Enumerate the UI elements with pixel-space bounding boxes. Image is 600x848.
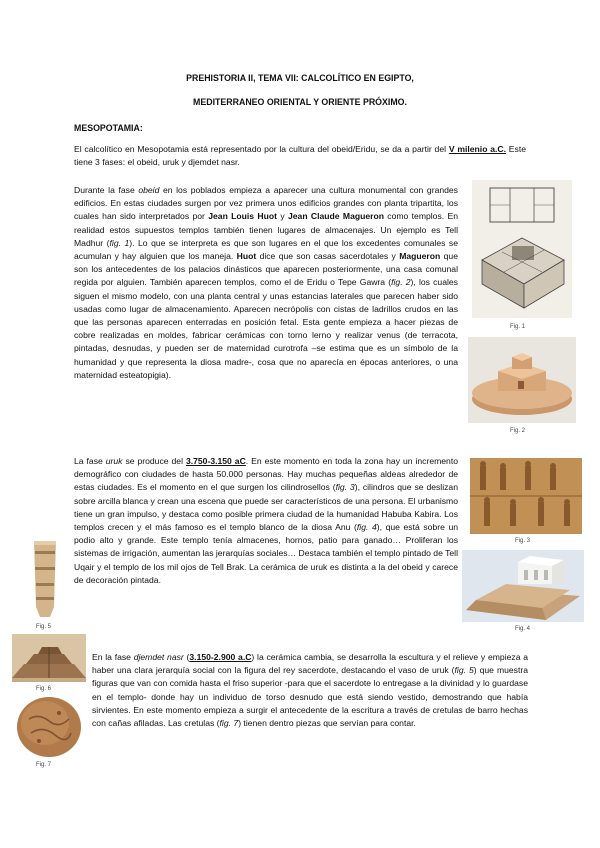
djemdet-date: 3.150-2.900 a.C (189, 652, 252, 662)
author-magueron: Jean Claude Magueron (287, 211, 384, 222)
paragraph-djemdet-nasr (92, 651, 528, 730)
name-magueron: Magueron (399, 251, 441, 262)
caption-fig-5: Fig. 5 (36, 624, 52, 630)
name-huot: Huot (236, 251, 257, 262)
uruk-text: La fase (74, 456, 106, 466)
figure-3-drawing (470, 458, 582, 534)
fig-ref-5: fig. 5 (454, 665, 474, 676)
obeid-text: dice que son casas sacerdotales y (256, 251, 400, 262)
uruk-term: uruk (105, 456, 123, 466)
fig-ref-1: fig. 1 (109, 237, 130, 248)
figure-6-drawing (12, 634, 86, 682)
figure-4-drawing (462, 550, 584, 622)
intro-paragraph (74, 143, 526, 169)
caption-fig-1: Fig. 1 (510, 324, 526, 330)
uruk-text: se produce del (122, 456, 186, 466)
caption-fig-2: Fig. 2 (510, 428, 526, 434)
paragraph-uruk (74, 455, 458, 585)
figure-4-white-temple (462, 550, 584, 622)
obeid-text: Durante la fase (74, 185, 139, 195)
fig-ref-3: fig. 3 (335, 482, 355, 493)
figure-7-clay-bulla (15, 695, 83, 759)
intro-text-1: El calcolítico en Mesopotamia está representado por la cultura del obeid/Eridu, se da a partir del (74, 144, 449, 154)
fig-ref-2: fig. 2 (391, 277, 411, 288)
fig-ref-4: fig. 4 (356, 522, 377, 533)
caption-fig-6: Fig. 6 (36, 686, 52, 692)
djemdet-term: djemdet nasr (133, 652, 184, 662)
figure-1-temple-plan (472, 180, 572, 318)
title-line-1: PREHISTORIA II, TEMA VII: CALCOLÍTICO EN EGIPTO, (186, 73, 414, 83)
obeid-text: que son los antecedentes de los palacios dinásticos que aparecen posteriormente, una casa comunal regida por alguien. También aparecen templos, como el de Eridu o Tepe Gawra ( (74, 251, 458, 288)
caption-fig-4: Fig. 4 (515, 626, 531, 632)
author-huot: Jean Louis Huot (208, 211, 277, 222)
obeid-text: ), los cuales siguen el mismo modelo, con una planta central y unas estancias laterales que parecen haber sido usadas como lugar de almacenamiento. Aparecen necrópolis con cistas de ladrillos crudos en las que las personas aparecen enterradas en posición fetal. Esta gente empieza a hacer piezas de cobre realizadas en moldes, fabricar cerámicas con torno lerno y realizar venus (de terracota, pintadas, desnudas, y pueden ser de maternidad curotrofa –se estima que es un símbolo de la humanidad y que representa la diosa madre-, cosa que no aparecía en épocas anteriores, o una maternidad esteatopigia). (74, 277, 458, 380)
figure-6-ziggurat-ur (12, 634, 86, 682)
uruk-text: ), cilindros que se deslizan sobre arcilla blanca y crean una escena que puede ser característicos de una persona. El urbanismo tiene un gran impulso, y destaca como posible primera ciudad de la humanidad Habuba Kabira. Los templos crecen y el más famoso es el templo blanco de la diosa Anu ( (74, 482, 458, 533)
obeid-text: como templos. En realidad estos supuestos templos también tienen lugares de almacenajes. Un ejemplo es Tell Madhur ( (74, 211, 458, 248)
obeid-term: obeid (138, 185, 160, 195)
figure-7-drawing (15, 695, 83, 759)
intro-date: V milenio a.C. (448, 144, 506, 154)
uruk-text: ), que está sobre un podio alto y grande. Este templo tenía almacenes, hornos, patio para ganado… Proliferan los sistemas de irrigación, aumentan las jerarquías sociales… Destaca también el templo pintado de Tell Uqair y el templo de los mil ojos de Tell Brak. La cerámica de uruk es distinta a la del obeid y carece de decoración pintada. (74, 522, 458, 585)
djemdet-text: ( (183, 652, 190, 662)
figure-5-drawing (30, 537, 60, 619)
figure-2-temple-model (468, 337, 576, 423)
fig-ref-7: fig. 7 (219, 718, 239, 729)
djemdet-text: ) tienen dentro piezas que servían para contar. (238, 718, 416, 729)
caption-fig-3: Fig. 3 (515, 538, 531, 544)
title-line-2: MEDITERRANEO ORIENTAL Y ORIENTE PRÓXIMO. (193, 97, 407, 107)
uruk-text: . En este momento en toda la zona hay un incremento demográfico con ciudades de hasta 50.000 personas. Hay muchas pequeñas aldeas alrededor de estas ciudades. Es el momento en el que surgen los cilindrosellos ( (74, 456, 458, 493)
djemdet-text: ) la cerámica cambia, se desarrolla la escultura y el relieve y empieza a haber una clara jerarquía social con la figura del rey sacerdote, destacando el vaso de uruk ( (92, 652, 529, 676)
djemdet-text: En la fase (92, 652, 134, 662)
djemdet-text: ) que muestra figuras que van con comida hasta el friso superior -para que el sacerdote lo entregase a la divinidad y lo guardase en el templo- donde hay un individuo de torso desnudo que está siendo vestido, demostrando que había sirvientes. En este momento empieza a surgir el antecedente de la escritura a través de cretulas de barro hechas con cañas afiladas. Las cretulas ( (92, 665, 528, 729)
obeid-text: en los poblados empieza a aparecer una cultura monumental con grandes edificios. En estas ciudades surgen por vez primera unos edificios grandes con planta tripartita, los cuales han sido interpretados por (74, 185, 458, 222)
section-heading: MESOPOTAMIA: (74, 123, 143, 133)
obeid-text: ). Lo que se interpreta es que son lugares en el que los excedentes comunales se acumulan y hay alguien que los maneja. (74, 237, 458, 262)
uruk-date: 3.750-3.150 aC (185, 456, 246, 466)
figure-3-cylinder-seal (470, 458, 582, 534)
figure-1-drawing (472, 180, 572, 318)
figure-5-uruk-vase (30, 537, 60, 619)
caption-fig-7: Fig. 7 (36, 762, 52, 768)
obeid-text: y (277, 211, 288, 222)
figure-2-drawing (468, 337, 576, 423)
intro-text-2: Este tiene 3 fases: el obeid, uruk y djemdet nasr. (74, 144, 526, 168)
paragraph-obeid (74, 184, 458, 382)
